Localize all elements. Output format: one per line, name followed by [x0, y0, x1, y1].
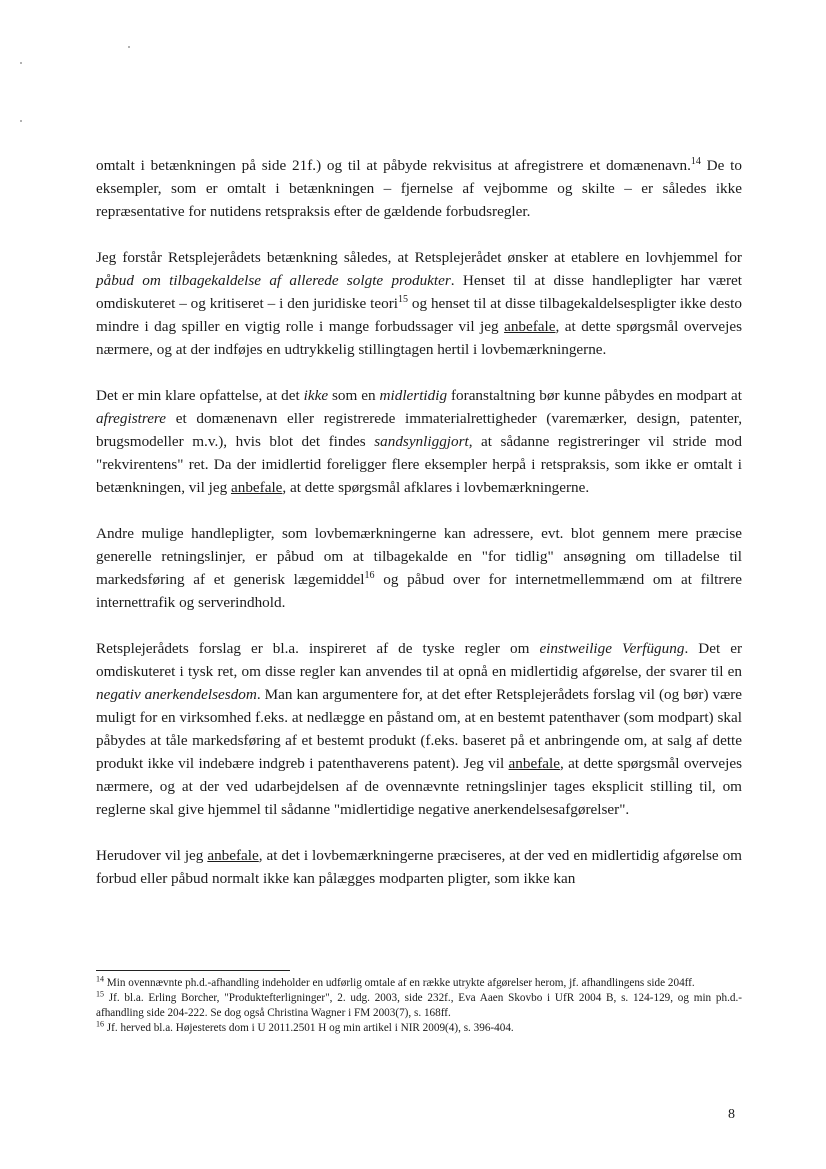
- text-run: Jf. bl.a. Erling Borcher, "Produktefterligninger", 2. udg. 2003, side 232f., Eva Aaen Skovbo i UfR 2004 B, s. 124-129, og min ph.d.-afhandling side 204-222. Se dog også Christina Wagner i FM 2003(7), s. 168ff.: [96, 992, 742, 1019]
- paragraph-2: [96, 246, 742, 361]
- emphasis-run: midlertidig: [379, 387, 448, 404]
- text-run: , at dette spørgsmål overvejes nærmere, og at der ved udarbejdelsen af de ovennævnte retningslinjer tages eksplicit stilling til, om reglerne skal give hjemmel til sådanne "midlertidige negative anerkendelsesafgørelser".: [96, 755, 743, 818]
- footnote-15: [96, 991, 742, 1021]
- underlined-run: anbefale: [207, 847, 259, 864]
- text-run: og påbud over for internetmellemmænd om at filtrere internettrafik og serverindhold.: [96, 571, 742, 611]
- footnotes: [96, 976, 742, 1036]
- emphasis-run: negativ anerkendelsesdom: [96, 686, 257, 703]
- text-run: Jf. herved bl.a. Højesterets dom i U 2011.2501 H og min artikel i NIR 2009(4), s. 396-404.: [104, 1022, 514, 1034]
- emphasis-run: einstweilige Verfügung: [539, 640, 685, 657]
- footnote-ref: 14: [690, 155, 701, 167]
- scan-speck: [20, 62, 22, 64]
- paragraph-1: [96, 154, 742, 223]
- text-run: Herudover vil jeg: [96, 847, 208, 864]
- scan-speck: [20, 120, 22, 122]
- footnote-separator: [96, 970, 290, 971]
- paragraph-5: [96, 637, 742, 821]
- text-run: Retsplejerådets forslag er bl.a. inspireret af de tyske regler om: [96, 640, 540, 657]
- text-run: , at dette spørgsmål afklares i lovbemærkningerne.: [282, 479, 590, 496]
- text-run: . Det er omdiskuteret i tysk ret, om disse regler kan anvendes til at opnå en midlertidig afgørelse, der svarer til en: [96, 640, 742, 680]
- scan-speck: [128, 46, 130, 48]
- underlined-run: anbefale: [230, 479, 283, 496]
- text-run: . Man kan argumentere for, at det efter Retsplejerådets forslag vil (og bør) være muligt for en virksomhed f.eks. at nedlægge en påstand om, at en bestemt patenthaver (som modpart) skal påbydes at tåle markedsføring af et bestemt produkt (f.eks. baseret på et anbringende om, at salg af dette produkt ikke vil indebære indgreb i patenthaverens patent). Jeg vil: [96, 686, 743, 772]
- emphasis-run: ikke: [303, 387, 329, 404]
- underlined-run: anbefale: [504, 318, 556, 335]
- page-number: 8: [728, 1107, 735, 1122]
- text-run: , at dette spørgsmål overvejes nærmere, og at der indføjes en udtrykkelig stillingtagen hertil i lovbemærkningerne.: [96, 318, 743, 358]
- paragraph-3: [96, 384, 742, 499]
- text-run: De to eksempler, som er omtalt i betænkningen – fjernelse af vejbomme og skilte – er således ikke repræsentative for nutidens retspraksis efter de gældende forbudsregler.: [96, 157, 742, 220]
- underlined-run: anbefale: [508, 755, 560, 772]
- text-run: . Henset til at disse handlepligter har været omdiskuteret – og kritiseret – i den juridiske teori: [96, 272, 743, 312]
- emphasis-run: sandsynliggjort: [374, 433, 469, 450]
- footnote-ref: 15: [397, 293, 408, 305]
- text-run: , at sådanne registreringer vil stride mod "rekvirentens" ret. Da der imidlertid foreligger flere eksempler herpå i retspraksis, som ikke er omtalt i betænkningen, vil jeg: [96, 433, 742, 496]
- text-run: som en: [328, 387, 380, 404]
- emphasis-run: afregistrere: [96, 410, 167, 427]
- text-run: Min ovennævnte ph.d.-afhandling indeholder en udførlig omtale af en række utrykte afgørelser herom, jf. afhandlingens side 204ff.: [104, 977, 695, 989]
- footnote-ref: 16: [96, 1019, 104, 1029]
- emphasis-run: påbud om tilbagekaldelse af allerede solgte produkter: [96, 272, 451, 289]
- text-run: Jeg forstår Retsplejerådets betænkning således, at Retsplejerådet ønsker at etablere en lovhjemmel for: [96, 249, 742, 266]
- text-run: foranstaltning bør kunne påbydes en modpart at: [447, 387, 742, 404]
- footnote-ref: 14: [96, 974, 104, 984]
- text-run: Andre mulige handlepligter, som lovbemærkningerne kan adressere, evt. blot gennem mere præcise generelle retningslinjer, er påbud om at tilbagekalde en "for tidlig" ansøgning om tilladelse til markedsføring af et generisk lægemiddel: [96, 525, 742, 588]
- footnote-ref: 15: [96, 989, 104, 999]
- footnote-14: [96, 976, 742, 991]
- paragraph-6: [96, 844, 742, 890]
- text-run: omtalt i betænkningen på side 21f.) og til at påbyde rekvisitus at afregistrere et domænenavn.: [96, 157, 691, 174]
- paragraph-4: [96, 522, 742, 614]
- text-run: , at det i lovbemærkningerne præciseres, at der ved en midlertidig afgørelse om forbud eller påbud normalt ikke kan pålægges modparten pligter, som ikke kan: [96, 847, 742, 887]
- footnote-ref: 16: [364, 569, 375, 581]
- body-text: [96, 154, 742, 890]
- text-run: Det er min klare opfattelse, at det: [96, 387, 304, 404]
- text-run: et domænenavn eller registrerede immaterialrettigheder (varemærker, design, patenter, brugsmodeller m.v.), hvis blot det findes: [96, 410, 742, 450]
- footnote-16: [96, 1021, 742, 1036]
- text-run: og henset til at disse tilbagekaldelsespligter ikke desto mindre i dag spiller en vigtig rolle i mange forbudssager vil jeg: [96, 295, 742, 335]
